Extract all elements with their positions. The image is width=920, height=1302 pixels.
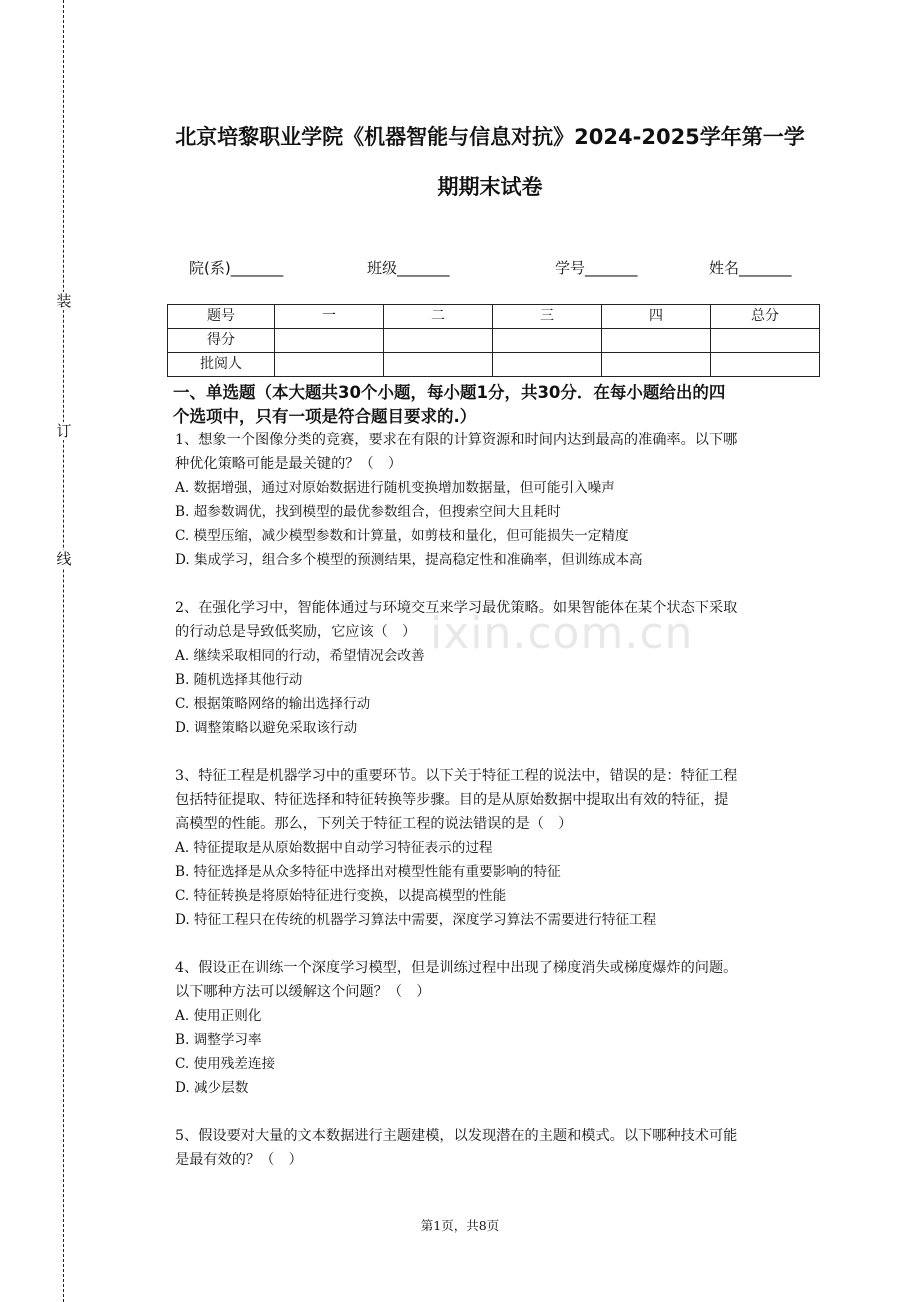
student-id-field: 学号_______: [555, 259, 638, 277]
score-cell: [711, 329, 820, 353]
question-stem-line: 高模型的性能。那么，下列关于特征工程的说法错误的是（ ）: [175, 816, 573, 832]
name-field: 姓名_______: [709, 259, 792, 277]
header-cell: 一: [275, 305, 384, 329]
exam-title-line1: 北京培黎职业学院《机器智能与信息对抗》2024-2025学年第一学: [175, 125, 805, 149]
binding-char-zhuang: 装: [56, 292, 72, 310]
question-item: [175, 1124, 825, 1172]
question-stem-line: 的行动总是导致低奖励，它应该（ ）: [175, 624, 417, 640]
answer-option: D. 减少层数: [175, 1080, 249, 1096]
question-stem-line: 5、假设要对大量的文本数据进行主题建模，以发现潜在的主题和模式。以下哪种技术可能: [175, 1128, 738, 1144]
section-heading-line2: 个选项中，只有一项是符合题目要求的.）: [173, 407, 477, 426]
question-item: [175, 956, 825, 1100]
answer-option: B. 特征选择是从众多特征中选择出对模型性能有重要影响的特征: [175, 864, 561, 880]
answer-option: A. 特征提取是从原始数据中自动学习特征表示的过程: [175, 840, 493, 856]
reviewer-row: [168, 353, 820, 377]
question-stem-line: 种优化策略可能是最关键的？（ ）: [175, 456, 403, 472]
question-stem-line: 2、在强化学习中，智能体通过与环境交互来学习最优策略。如果智能体在某个状态下采取: [175, 600, 738, 616]
page-footer: 第1页，共8页: [420, 1218, 500, 1233]
exam-title-line2: 期期末试卷: [437, 175, 543, 199]
answer-option: B. 调整学习率: [175, 1032, 262, 1048]
question-stem-line: 是最有效的？（ ）: [175, 1152, 303, 1168]
binding-dashed-line: [63, 0, 64, 1302]
answer-option: B. 超参数调优，找到模型的最优参数组合，但搜索空间大且耗时: [175, 504, 561, 520]
question-stem-line: 3、特征工程是机器学习中的重要环节。以下关于特征工程的说法中，错误的是：特征工程: [175, 768, 738, 784]
header-cell: 三: [493, 305, 602, 329]
class-field: 班级_______: [367, 259, 450, 277]
answer-option: A. 继续采取相同的行动，希望情况会改善: [175, 648, 425, 664]
question-stem-line: 1、想象一个图像分类的竞赛，要求在有限的计算资源和时间内达到最高的准确率。以下哪: [175, 432, 738, 448]
answer-option: C. 根据策略网络的输出选择行动: [175, 696, 371, 712]
section-heading-line1: 一、单选题（本大题共30个小题，每小题1分，共30分．在每小题给出的四: [173, 383, 726, 402]
section-heading: [173, 381, 823, 429]
answer-option: D. 集成学习，组合多个模型的预测结果，提高稳定性和准确率，但训练成本高: [175, 552, 643, 568]
question-stem-line: 以下哪种方法可以缓解这个问题？（ ）: [175, 984, 431, 1000]
score-table-header-row: [168, 305, 820, 329]
score-cell: [602, 329, 711, 353]
reviewer-cell: [275, 353, 384, 377]
score-cell: [493, 329, 602, 353]
binding-char-xian: 线: [56, 550, 72, 568]
header-cell: 二: [384, 305, 493, 329]
score-row: [168, 329, 820, 353]
header-cell: 题号: [168, 305, 275, 329]
watermark: ixin.com.cn: [430, 608, 694, 659]
answer-option: C. 特征转换是将原始特征进行变换，以提高模型的性能: [175, 888, 507, 904]
answer-option: D. 特征工程只在传统的机器学习算法中需要，深度学习算法不需要进行特征工程: [175, 912, 657, 928]
reviewer-cell: [711, 353, 820, 377]
question-item: [175, 428, 825, 572]
score-cell: [275, 329, 384, 353]
question-list: [175, 428, 825, 1196]
reviewer-cell: [602, 353, 711, 377]
header-cell: 总分: [711, 305, 820, 329]
reviewer-cell: [493, 353, 602, 377]
department-field: 院(系)_______: [189, 259, 284, 277]
score-table: [167, 304, 820, 377]
answer-option: B. 随机选择其他行动: [175, 672, 303, 688]
answer-option: A. 使用正则化: [175, 1008, 262, 1024]
header-cell: 四: [602, 305, 711, 329]
binding-char-ding: 订: [56, 422, 72, 440]
reviewer-cell: [384, 353, 493, 377]
score-cell: [384, 329, 493, 353]
answer-option: C. 使用残差连接: [175, 1056, 276, 1072]
answer-option: C. 模型压缩，减少模型参数和计算量，如剪枝和量化，但可能损失一定精度: [175, 528, 629, 544]
row-label: 得分: [168, 329, 275, 353]
answer-option: D. 调整策略以避免采取该行动: [175, 720, 358, 736]
question-stem-line: 包括特征提取、特征选择和特征转换等步骤。目的是从原始数据中提取出有效的特征，提: [175, 792, 729, 808]
row-label: 批阅人: [168, 353, 275, 377]
answer-option: A. 数据增强，通过对原始数据进行随机变换增加数据量，但可能引入噪声: [175, 480, 615, 496]
question-item: [175, 596, 825, 740]
question-stem-line: 4、假设正在训练一个深度学习模型，但是训练过程中出现了梯度消失或梯度爆炸的问题。: [175, 960, 738, 976]
question-item: [175, 764, 825, 932]
